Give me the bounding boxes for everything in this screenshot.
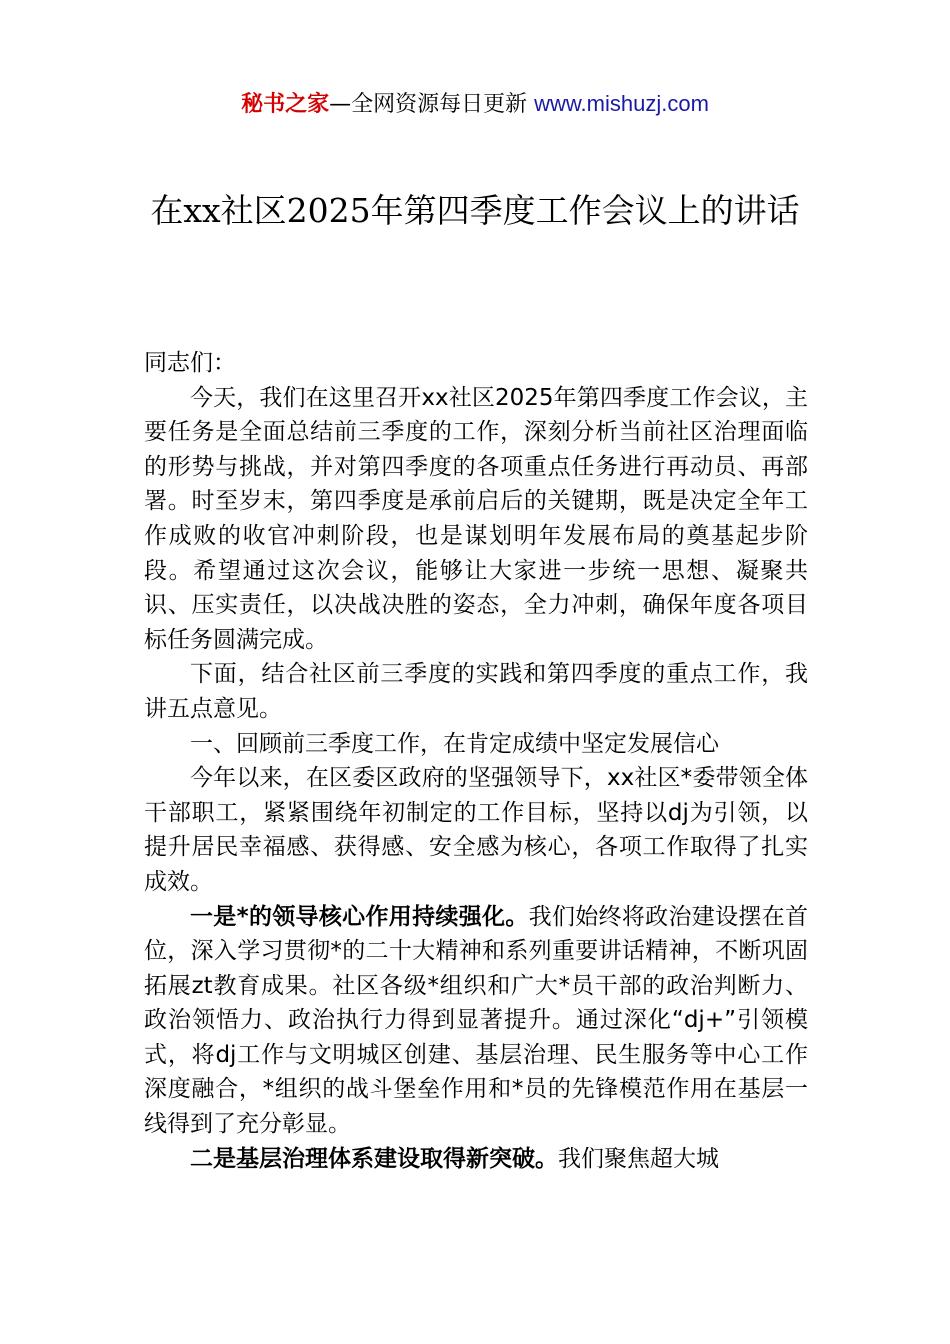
section-heading-one: 一、回顾前三季度工作，在肯定成绩中坚定发展信心 [190,730,719,757]
site-brand: 秘书之家 [241,92,330,117]
document-title: 在xx社区2025年第四季度工作会议上的讲话 [150,191,800,230]
point-one-text: 我们始终将政治建设摆在首位，深入学习贯彻*的二十大精神和系列重要讲话精神，不断巩固拓展zt教育成果。社区各级*组织和广大*员干部的政治判断力、政治领悟力、政治执行力得到显著提升。通过深化“dj+”引领模式，将dj工作与文明城区创建、基层治理、民生服务等中心工作深度融合，*组织的战斗堡垒作用和*员的先锋模范作用在基层一线得到了充分彰显。 [144,903,809,1138]
point-two-text: 我们聚焦超大城 [558,1145,719,1172]
paragraph-outline: 下面，结合社区前三季度的实践和第四季度的重点工作，我讲五点意见。 [144,661,808,722]
paragraph-intro: 今天，我们在这里召开xx社区2025年第四季度工作会议，主要任务是全面总结前三季度的工作，深刻分析当前社区治理面临的形势与挑战，并对第四季度的各项重点任务进行再动员、再部署。时至岁末，第四季度是承前启后的关键期，既是决定全年工作成败的收官冲刺阶段，也是谋划明年发展布局的奠基起步阶段。希望通过这次会议，能够让大家进一步统一思想、凝聚共识、压实责任，以决战决胜的姿态，全力冲刺，确保年度各项目标任务圆满完成。 [144,384,808,653]
site-header [0,88,950,121]
paragraph-point-one [144,900,808,1142]
site-url-link[interactable]: www.mishuzj.com [534,91,709,116]
document-body [144,346,808,1176]
site-slogan: —全网资源每日更新 [329,92,535,117]
salutation: 同志们： [144,350,236,376]
paragraph-review: 今年以来，在区委区政府的坚强领导下，xx社区*委带领全体干部职工，紧紧围绕年初制定的工作目标，坚持以dj为引领，以提升居民幸福感、获得感、安全感为核心，各项工作取得了扎实成效。 [144,765,808,895]
point-one-lead: 一是*的领导核心作用持续强化。 [190,903,529,930]
paragraph-point-two [144,1142,808,1177]
point-two-lead: 二是基层治理体系建设取得新突破。 [190,1145,558,1172]
